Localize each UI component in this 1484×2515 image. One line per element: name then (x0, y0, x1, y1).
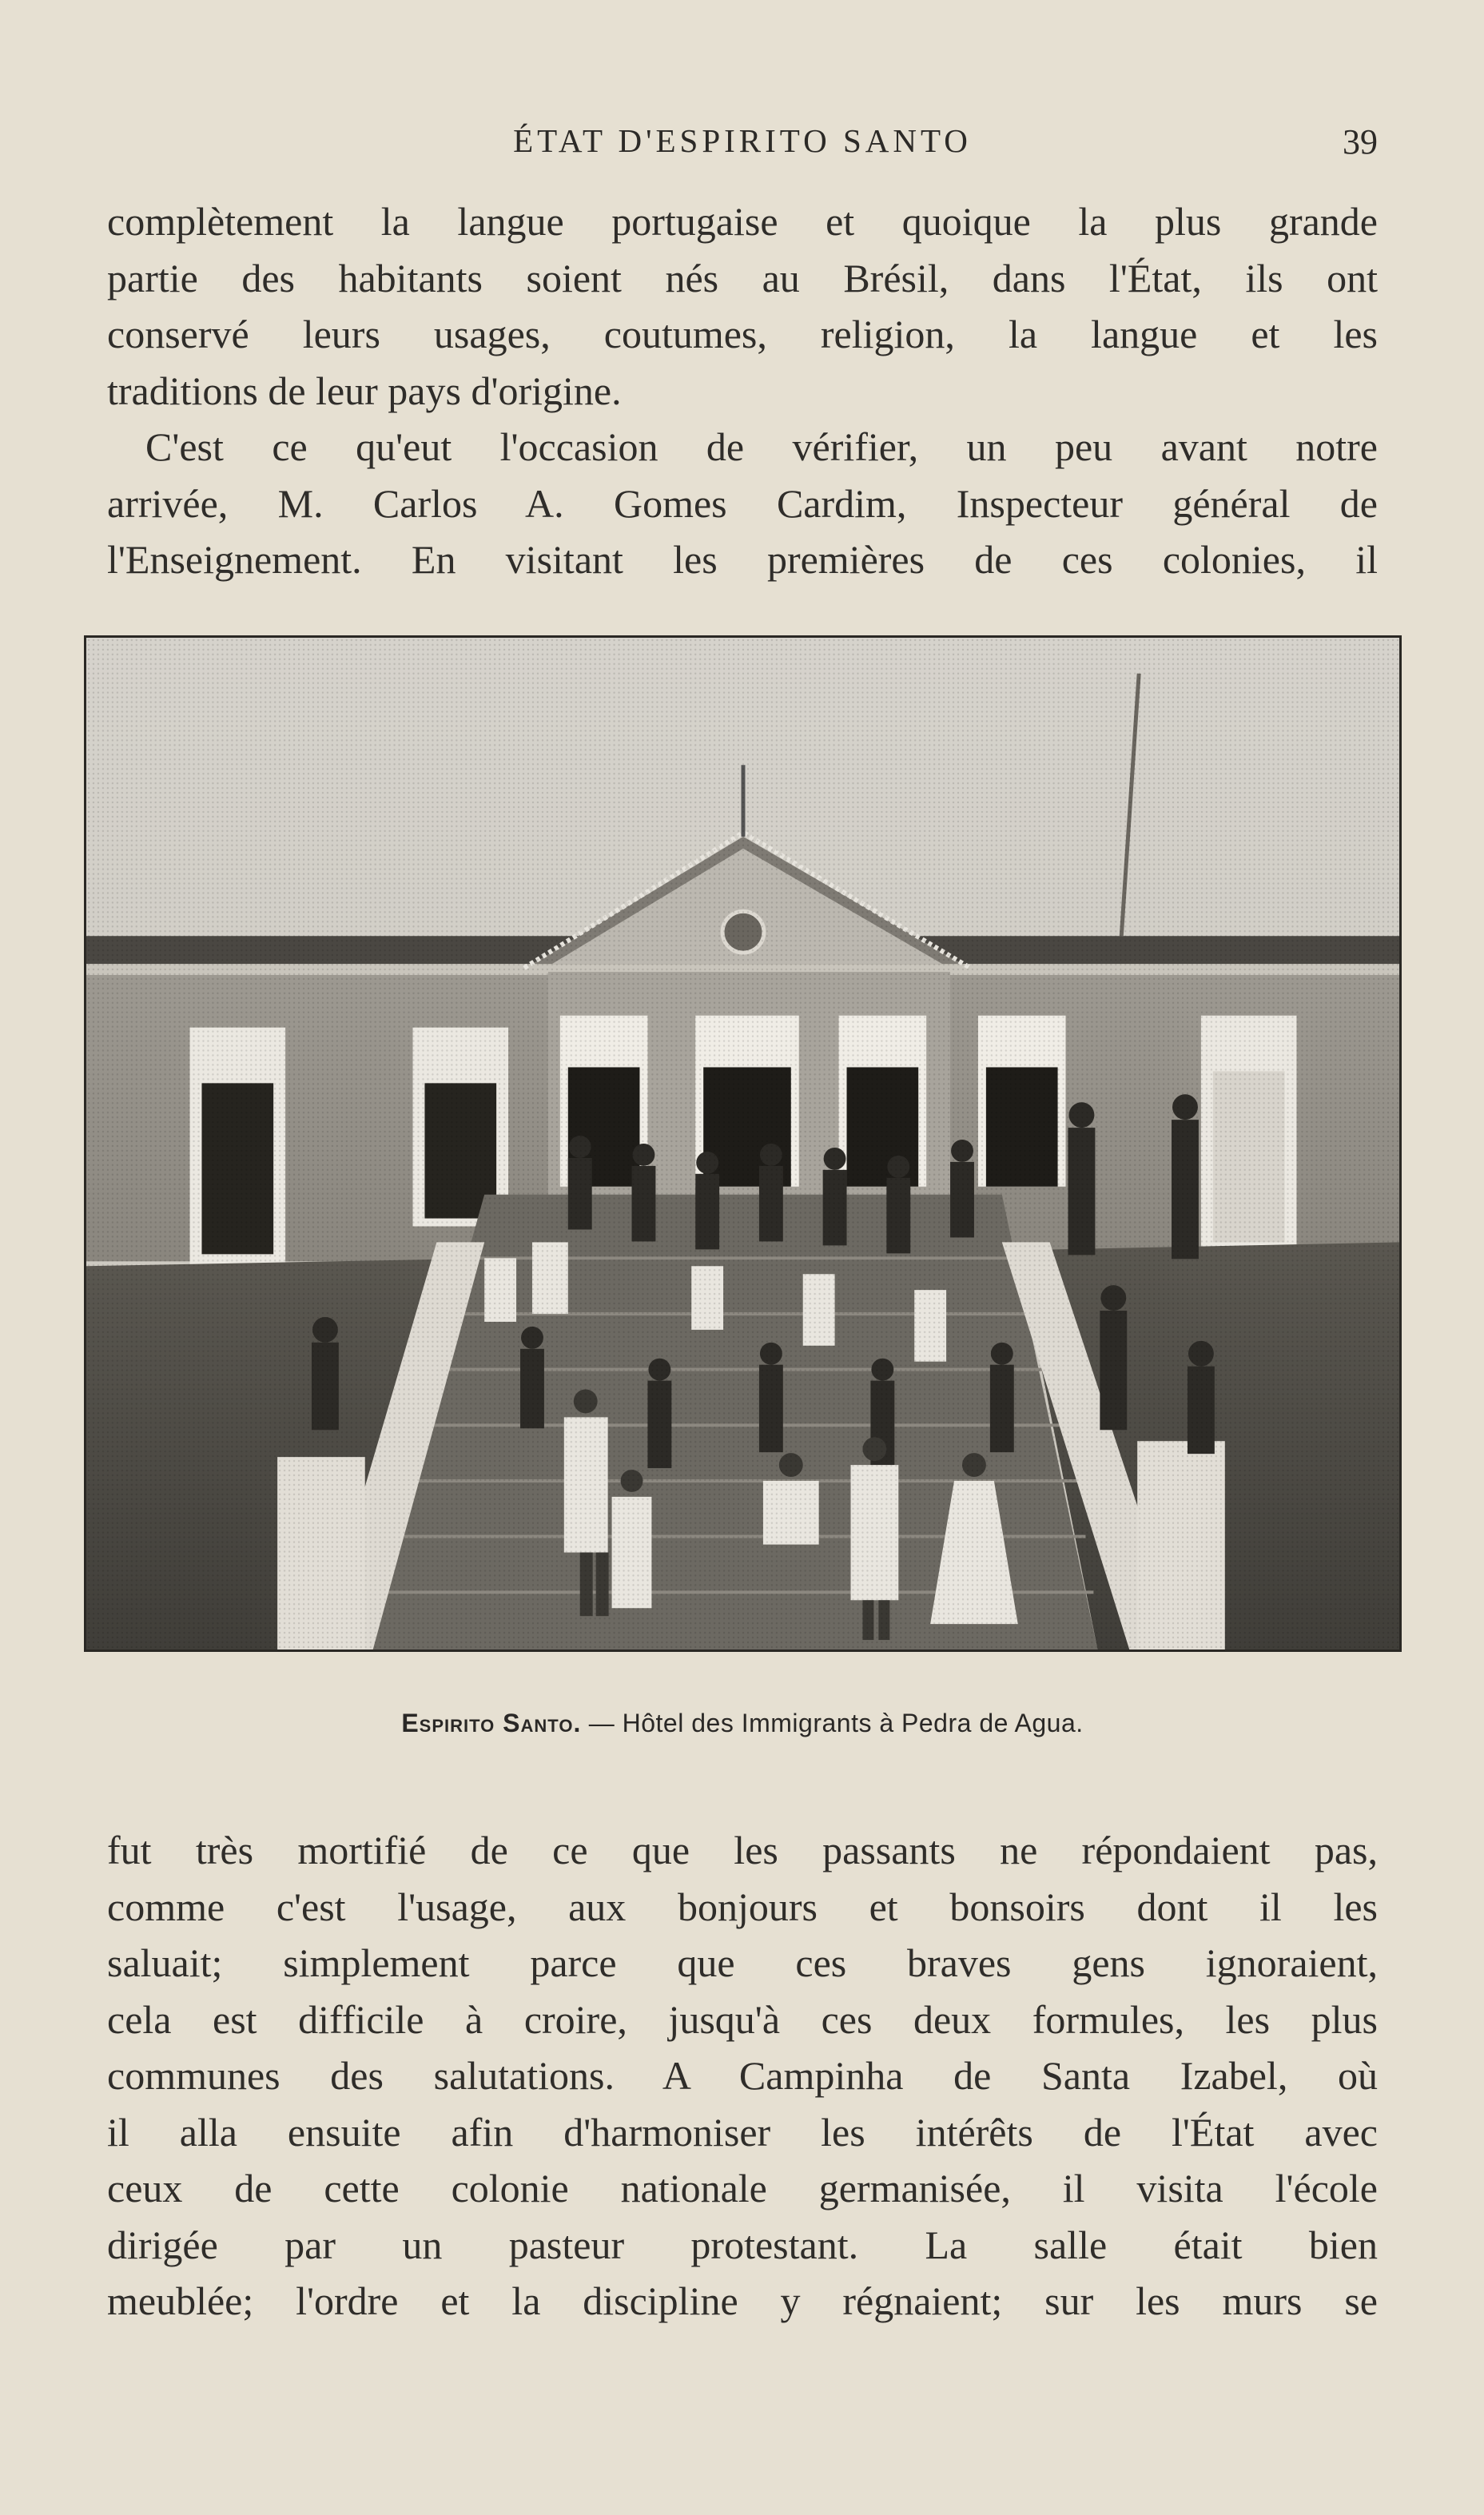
text-line: ceux de cette colonie nationale germanisée, il visita l'école (107, 2166, 1378, 2211)
text-line: meublée; l'ordre et la discipline y régnaient; sur les murs se (107, 2278, 1378, 2323)
figure-caption (107, 1709, 1378, 1738)
paragraph-bottom (107, 1822, 1378, 2330)
text-line: l'Enseignement. En visitant les premières de ces colonies, il (107, 537, 1378, 582)
photo-figure (84, 635, 1402, 1652)
text-line: traditions de leur pays d'origine. (107, 368, 622, 413)
running-title: ÉTAT D'ESPIRITO SANTO (513, 122, 972, 159)
text-line: comme c'est l'usage, aux bonjours et bonsoirs dont il les (107, 1884, 1378, 1929)
running-head (107, 118, 1378, 166)
text-line: saluait; simplement parce que ces braves gens ignoraient, (107, 1940, 1378, 1985)
text-line: complètement la langue portugaise et quoique la plus grande (107, 199, 1378, 244)
text-line: cela est difficile à croire, jusqu'à ces deux formules, les plus (107, 1996, 1378, 2042)
text-line: partie des habitants soient nés au Brésil, dans l'État, ils ont (107, 255, 1378, 300)
text-line: il alla ensuite afin d'harmoniser les intérêts de l'État avec (107, 2109, 1378, 2155)
text-line: communes des salutations. A Campinha de Santa Izabel, où (107, 2053, 1378, 2098)
caption-place: Espirito Santo. (401, 1709, 582, 1737)
paragraph-top (107, 193, 1378, 588)
text-line: fut très mortifié de ce que les passants ne répondaient pas, (107, 1828, 1378, 1872)
photo-illustration (86, 638, 1399, 1649)
text-line: C'est ce qu'eut l'occasion de vérifier, un peu avant notre (145, 424, 1378, 469)
text-line: dirigée par un pasteur protestant. La salle était bien (107, 2222, 1378, 2267)
text-line: conservé leurs usages, coutumes, religion, la langue et les (107, 312, 1378, 356)
caption-text: — Hôtel des Immigrants à Pedra de Agua. (588, 1709, 1084, 1737)
page-number: 39 (1343, 122, 1378, 161)
text-line: arrivée, M. Carlos A. Gomes Cardim, Inspecteur général de (107, 480, 1378, 526)
